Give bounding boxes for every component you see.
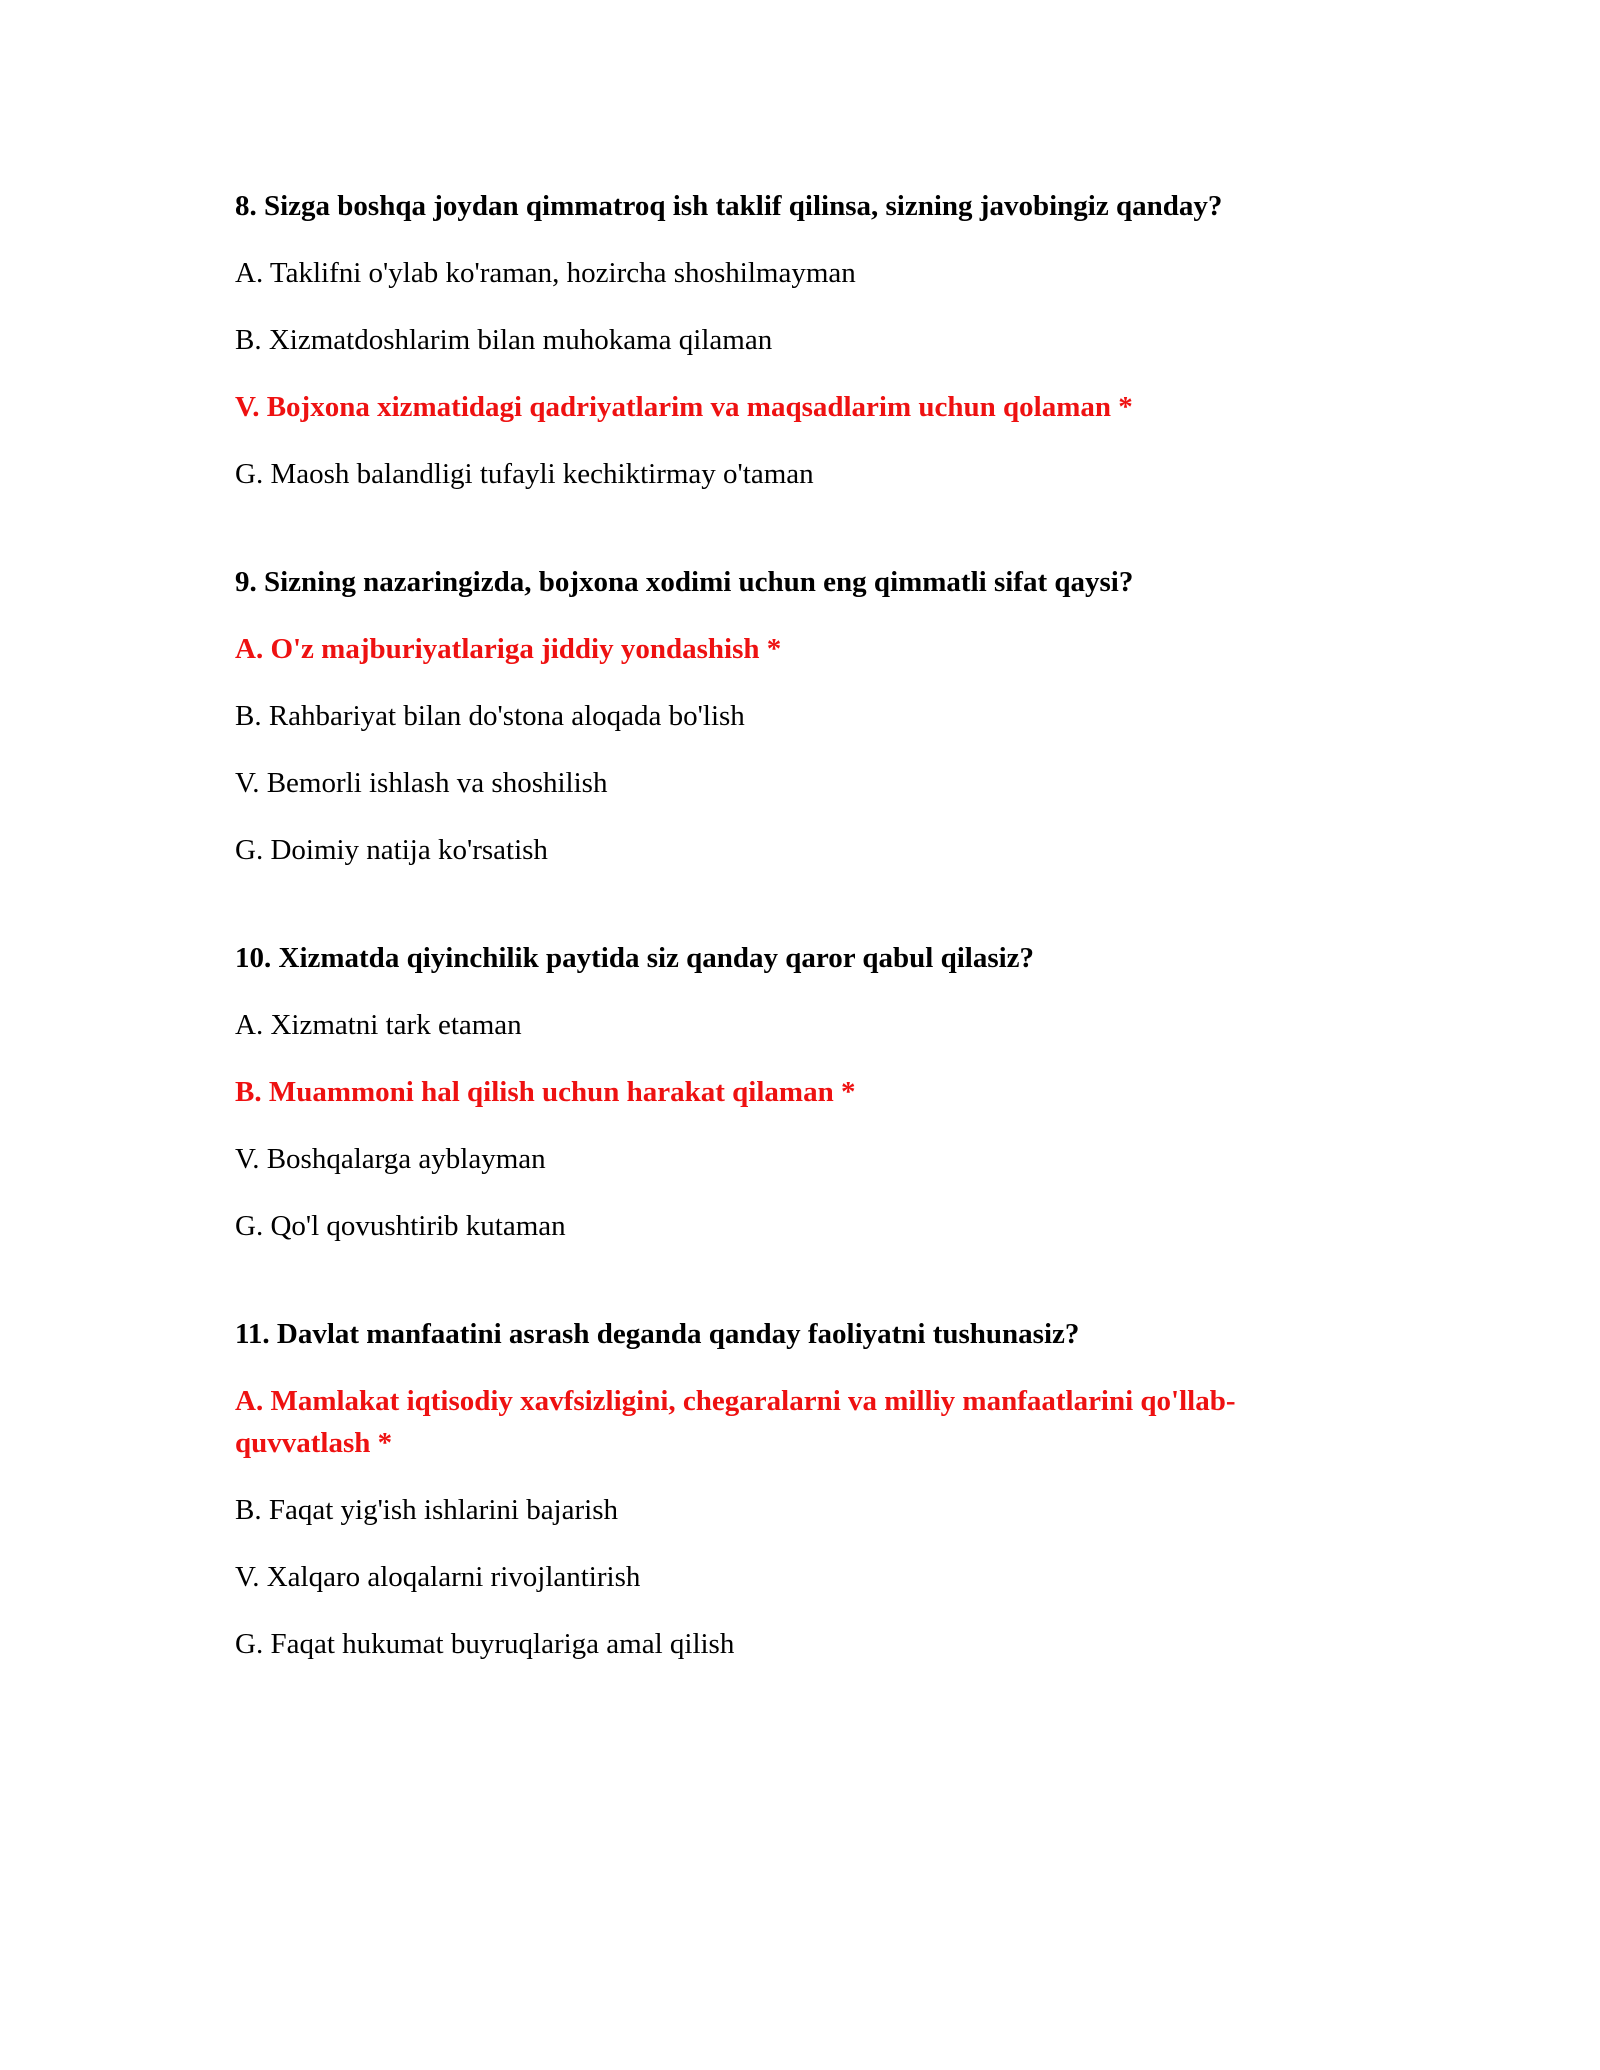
answer-option: B. Rahbariyat bilan do'stona aloqada bo'lish (235, 700, 745, 732)
answer-option: G. Maosh balandligi tufayli kechiktirmay o'taman (235, 458, 814, 490)
question-10 (235, 937, 1365, 1247)
answer-option: G. Qo'l qovushtirib kutaman (235, 1210, 566, 1242)
correct-answer-option: A. Mamlakat iqtisodiy xavfsizligini, chegaralarni va milliy manfaatlarini qo'llab-quvvatlash * (235, 1385, 1236, 1459)
correct-answer-option: A. O'z majburiyatlariga jiddiy yondashish * (235, 633, 782, 665)
correct-answer-option: B. Muammoni hal qilish uchun harakat qilaman * (235, 1076, 856, 1108)
answer-option: G. Doimiy natija ko'rsatish (235, 834, 548, 866)
answer-option: G. Faqat hukumat buyruqlariga amal qilish (235, 1628, 735, 1660)
question-title: 8. Sizga boshqa joydan qimmatroq ish taklif qilinsa, sizning javobingiz qanday? (235, 190, 1223, 222)
answer-option: B. Faqat yig'ish ishlarini bajarish (235, 1494, 618, 1526)
answer-option: V. Xalqaro aloqalarni rivojlantirish (235, 1561, 641, 1593)
answer-option: A. Xizmatni tark etaman (235, 1009, 522, 1041)
question-title: 9. Sizning nazaringizda, bojxona xodimi uchun eng qimmatli sifat qaysi? (235, 566, 1134, 598)
answer-option: V. Bemorli ishlash va shoshilish (235, 767, 608, 799)
question-title: 11. Davlat manfaatini asrash deganda qanday faoliyatni tushunasiz? (235, 1318, 1080, 1350)
answer-option: B. Xizmatdoshlarim bilan muhokama qilaman (235, 324, 773, 356)
correct-answer-option: V. Bojxona xizmatidagi qadriyatlarim va maqsadlarim uchun qolaman * (235, 391, 1133, 423)
question-8 (235, 185, 1365, 495)
answer-option: V. Boshqalarga ayblayman (235, 1143, 546, 1175)
question-11 (235, 1313, 1365, 1665)
answer-option: A. Taklifni o'ylab ko'raman, hozircha shoshilmayman (235, 257, 856, 289)
question-9 (235, 561, 1365, 871)
quiz-content (235, 185, 1365, 1731)
question-title: 10. Xizmatda qiyinchilik paytida siz qanday qaror qabul qilasiz? (235, 942, 1035, 974)
